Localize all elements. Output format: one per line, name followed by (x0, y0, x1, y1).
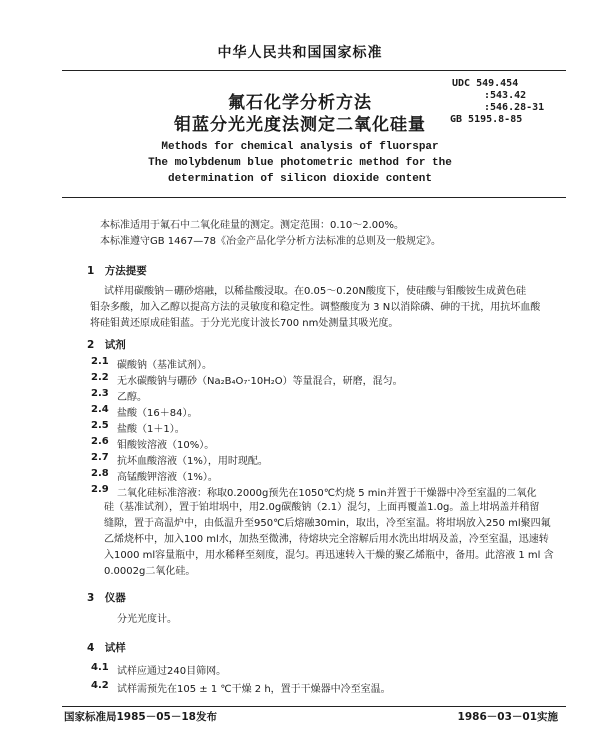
title-en-line-2: The molybdenum blue photometric method for the (148, 157, 452, 169)
reagent-number: 2.7 (91, 452, 109, 463)
reagent-text: 钼酸铵溶液（10%）。 (117, 440, 215, 451)
reagent-number: 2.5 (91, 420, 109, 431)
principle-line: 试样用碳酸钠－硼砂熔融，以稀盐酸浸取。在0.05～0.20N酸度下，使硅酸与钼酸铵生成黄色硅 (104, 286, 527, 297)
reagent-number: 2.1 (91, 356, 109, 367)
reagent-text: 碳酸钠（基准试剂）。 (117, 360, 212, 371)
reagent-text: 盐酸（1＋1）。 (117, 424, 185, 435)
sample-number: 4.1 (91, 662, 109, 673)
principle-line: 将硅钼黄还原成硅钼蓝。于分光光度计波长700 nm处测量其吸光度。 (90, 318, 399, 329)
standard-solution-line: 入1000 ml容量瓶中，用水稀释至刻度，混匀。再迅速转入干燥的聚乙烯瓶中，备用。此溶液 1 ml 含 (104, 550, 554, 561)
reagent-text: 高锰酸钾溶液（1%）。 (117, 472, 218, 483)
reagent-number: 2.3 (91, 388, 109, 399)
effective-date: 1986－03－01实施 (457, 711, 558, 723)
title-en-line-3: determination of silicon dioxide content (167, 173, 433, 185)
reagent-number: 2.9 (91, 484, 109, 495)
section-2-heading: 2 试剂 (87, 339, 126, 351)
reagent-text: 乙醇。 (117, 392, 147, 403)
reagent-number: 2.4 (91, 404, 109, 415)
udc-code: UDC 549.454 (452, 78, 519, 89)
standard-solution-line: 二氧化硅标准溶液：称取0.2000g预先在1050℃灼烧 5 min并置于干燥器中冷至室温的二氧化 (117, 488, 537, 499)
reagent-text: 抗坏血酸溶液（1%），用时现配。 (117, 456, 268, 467)
udc-code-3: :546.28-31 (484, 102, 545, 113)
section-4-heading: 4 试样 (87, 642, 126, 654)
reagent-text: 盐酸（16＋84）。 (117, 408, 198, 419)
sample-number: 4.2 (91, 680, 109, 691)
reagent-number: 2.6 (91, 436, 109, 447)
reagent-text: 无水碳酸钠与硼砂（Na₂B₄O₇·10H₂O）等量混合，研磨，混匀。 (117, 376, 403, 387)
standard-solution-line: 硅（基准试剂），置于铂坩埚中，用2.0g碳酸钠（2.1）混匀，上面再覆盖1.0g。盖上坩埚盖并稍留 (104, 502, 540, 513)
section-3-heading: 3 仪器 (87, 592, 126, 604)
standard-solution-line: 缝隙，置于高温炉中，由低温升至950℃后熔融30min，取出，冷至室温。将坩埚放入250 ml聚四氟 (104, 518, 551, 529)
instrument-text: 分光光度计。 (117, 614, 177, 625)
udc-code-2: :543.42 (484, 90, 527, 101)
title-en-line-1: Methods for chemical analysis of fluorspar (161, 141, 439, 153)
section-1-heading: 1 方法提要 (87, 265, 147, 277)
scope-paragraph: 本标准适用于氟石中二氧化硅量的测定。测定范围：0.10～2.00%。 (100, 220, 405, 231)
reagent-number: 2.2 (91, 372, 109, 383)
header-rule (62, 70, 566, 71)
standard-solution-line: 0.0002g二氧化硅。 (104, 566, 196, 577)
title-cn-line-1: 氟石化学分析方法 (228, 93, 372, 113)
gb-code: GB 5195.8-85 (450, 114, 523, 125)
footer-rule (62, 706, 566, 707)
principle-line: 钼杂多酸，加入乙醇以提高方法的灵敏度和稳定性。调整酸度为 3 N以消除磷、砷的干扰，用抗坏血酸 (90, 302, 541, 313)
sample-text: 试样应通过240目筛网。 (117, 666, 227, 677)
sample-text: 试样需预先在105 ± 1 ℃干燥 2 h，置于干燥器中冷至室温。 (117, 684, 391, 695)
reagent-number: 2.8 (91, 468, 109, 479)
issue-date: 国家标准局1985－05－18发布 (64, 711, 217, 723)
standard-header: 中华人民共和国国家标准 (217, 45, 383, 61)
title-cn-line-2: 钼蓝分光光度法测定二氧化硅量 (174, 115, 426, 135)
title-rule (62, 197, 566, 198)
standard-solution-line: 乙烯烧杯中，加入100 ml水，加热至微沸，待熔块完全溶解后用水洗出坩埚及盖，冷至室温，迅速转 (104, 534, 549, 545)
compliance-paragraph: 本标准遵守GB 1467—78《冶金产品化学分析方法标准的总则及一般规定》。 (100, 236, 441, 247)
